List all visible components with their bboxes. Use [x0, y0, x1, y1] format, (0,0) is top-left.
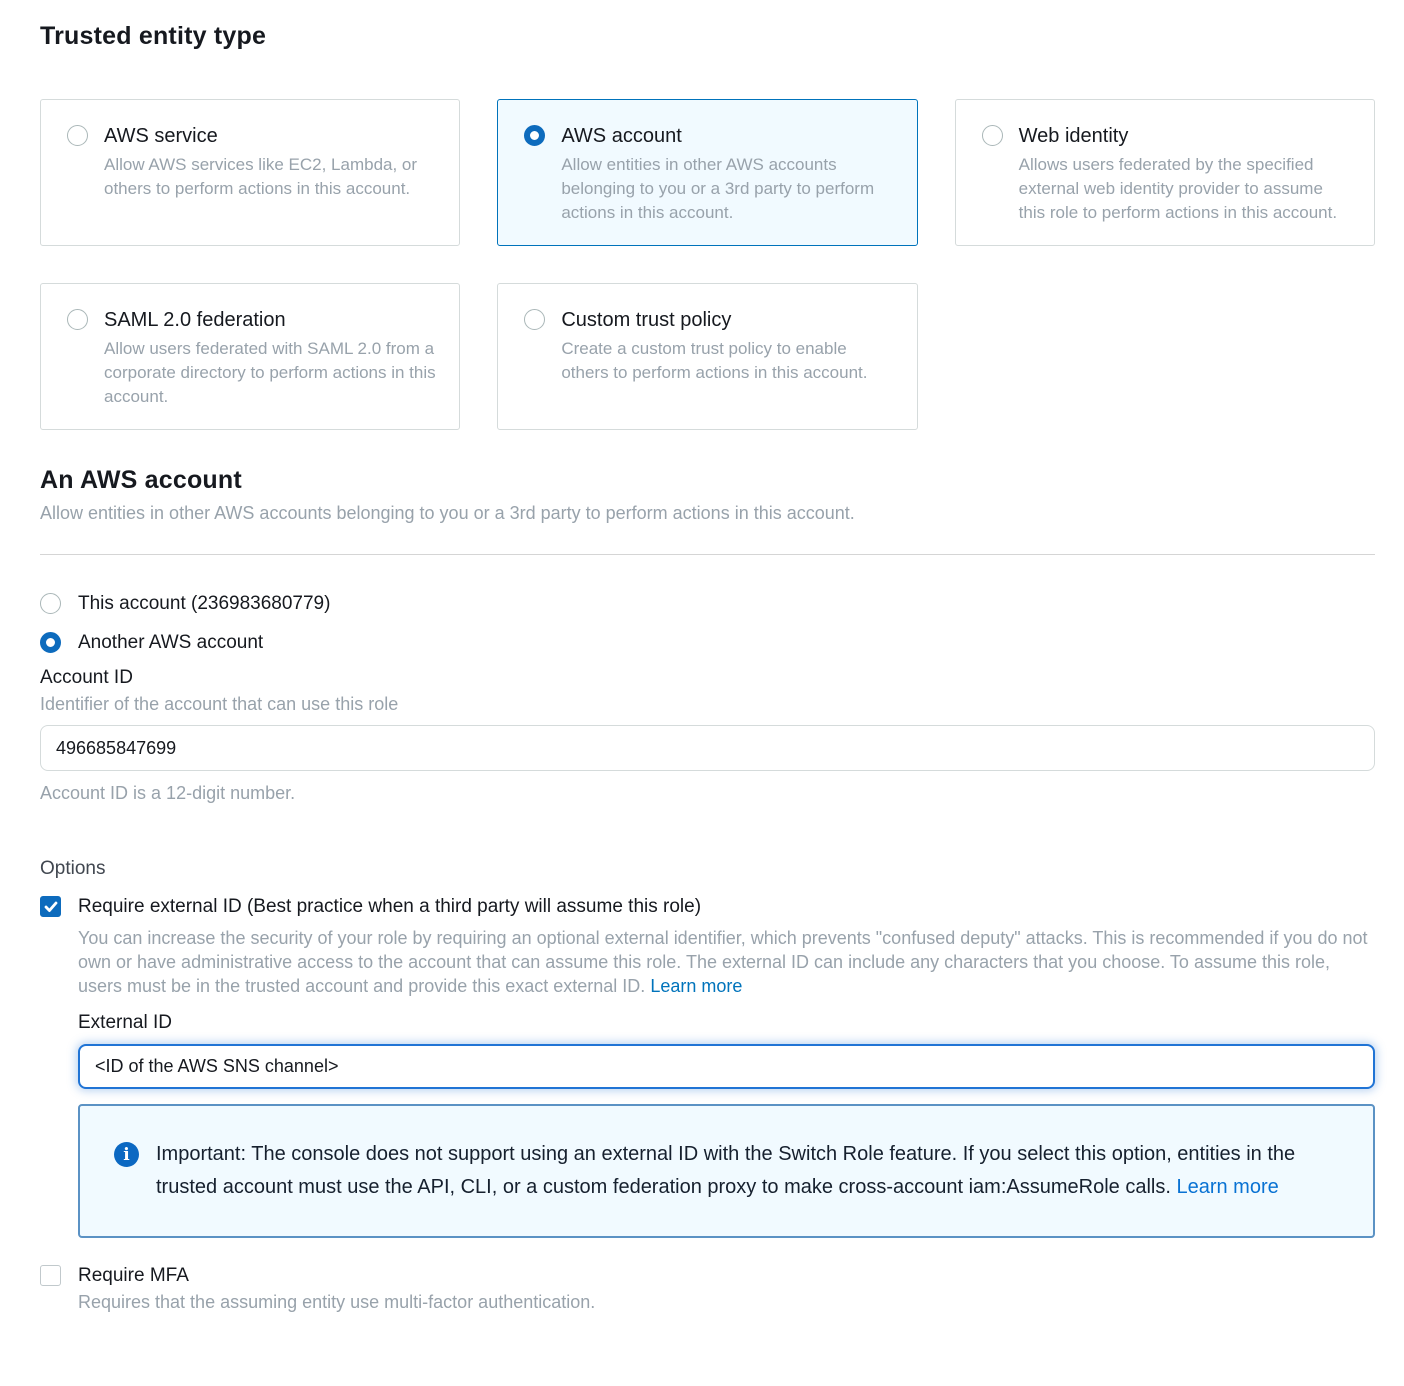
- section-divider: [40, 554, 1375, 555]
- card-web-identity[interactable]: [955, 99, 1375, 246]
- radio-another-account-icon[interactable]: [40, 632, 61, 653]
- require-mfa-description: Requires that the assuming entity use multi-factor authentication.: [78, 1292, 596, 1312]
- card-aws-account-description: Allow entities in other AWS accounts belonging to you or a 3rd party to perform actions in this account.: [561, 155, 875, 222]
- external-id-input[interactable]: [78, 1044, 1375, 1089]
- external-id-info-alert: [78, 1104, 1375, 1238]
- external-id-label: External ID: [78, 1012, 172, 1033]
- radio-custom-trust-policy-icon[interactable]: [524, 309, 545, 330]
- card-aws-account[interactable]: [497, 99, 917, 246]
- another-account-label: Another AWS account: [78, 632, 264, 653]
- card-aws-service-description: Allow AWS services like EC2, Lambda, or others to perform actions in this account.: [104, 155, 418, 198]
- require-external-id-checkbox[interactable]: [40, 896, 61, 917]
- card-custom-trust-policy-description: Create a custom trust policy to enable others to perform actions in this account.: [561, 339, 868, 382]
- require-mfa-checkbox[interactable]: [40, 1265, 61, 1286]
- require-external-id-label: Require external ID (Best practice when a third party will assume this role): [78, 896, 702, 917]
- radio-aws-account-icon[interactable]: [524, 125, 545, 146]
- radio-aws-service-icon[interactable]: [67, 125, 88, 146]
- radio-row-this-account[interactable]: [40, 593, 1375, 614]
- require-mfa-label: Require MFA: [78, 1265, 189, 1286]
- radio-saml-federation-icon[interactable]: [67, 309, 88, 330]
- account-id-description: Identifier of the account that can use this role: [40, 694, 399, 714]
- card-custom-trust-policy[interactable]: [497, 283, 917, 430]
- external-id-help-text: [78, 926, 1378, 998]
- alert-text-body: Important: The console does not support using an external ID with the Switch Role feature. If you select this option, entities in the trusted account must use the API, CLI, or a custom federation proxy to make cross-account iam:AssumeRole calls.: [156, 1143, 1296, 1198]
- check-icon: [44, 901, 58, 913]
- account-id-label: Account ID: [40, 667, 133, 688]
- card-aws-account-title: AWS account: [561, 125, 682, 147]
- info-icon: i: [114, 1142, 139, 1167]
- card-web-identity-description: Allows users federated by the specified external web identity provider to assume this role to perform actions in this account.: [1018, 155, 1338, 222]
- aws-account-section-title: An AWS account: [40, 466, 242, 494]
- card-custom-trust-policy-title: Custom trust policy: [561, 309, 732, 331]
- account-id-input[interactable]: [40, 725, 1375, 771]
- card-saml-federation-description: Allow users federated with SAML 2.0 from a corporate directory to perform actions in this account.: [104, 339, 436, 406]
- checkbox-row-require-external-id[interactable]: [40, 896, 1375, 918]
- radio-this-account-icon[interactable]: [40, 593, 61, 614]
- options-heading: Options: [40, 858, 106, 879]
- entity-type-card-grid: [40, 99, 1375, 430]
- card-aws-service[interactable]: [40, 99, 460, 246]
- card-saml-federation-title: SAML 2.0 federation: [104, 309, 286, 331]
- checkbox-row-require-mfa[interactable]: [40, 1265, 1375, 1287]
- radio-web-identity-icon[interactable]: [982, 125, 1003, 146]
- radio-row-another-account[interactable]: [40, 632, 1375, 653]
- account-id-constraint: Account ID is a 12-digit number.: [40, 783, 296, 803]
- alert-learn-more-link[interactable]: Learn more: [1176, 1176, 1279, 1198]
- page-title: Trusted entity type: [40, 22, 267, 50]
- card-web-identity-title: Web identity: [1018, 125, 1129, 147]
- external-id-help-body: You can increase the security of your role by requiring an optional external identifier, which prevents "confused deputy" attacks. This is recommended if you do not own or have administrative access to the account that can assume this role. The external ID can include any characters that you choose. To assume this role, users must be in the trusted account and provide this exact external ID.: [78, 928, 1368, 996]
- alert-text: [156, 1138, 1336, 1204]
- external-id-learn-more-link[interactable]: Learn more: [650, 976, 743, 996]
- aws-account-section-description: Allow entities in other AWS accounts belonging to you or a 3rd party to perform actions in this account.: [40, 503, 855, 523]
- card-saml-federation[interactable]: [40, 283, 460, 430]
- this-account-label: This account (236983680779): [78, 593, 331, 614]
- card-aws-service-title: AWS service: [104, 125, 218, 147]
